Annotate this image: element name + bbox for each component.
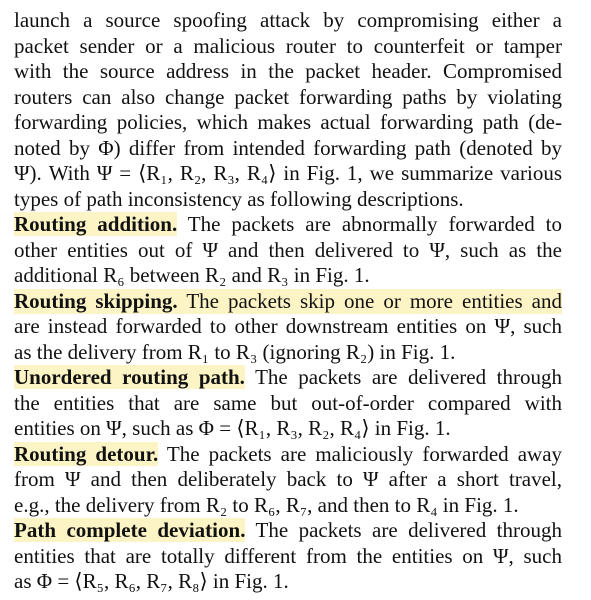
- body-text-line: launch a source spoofing attack by compromising either a: [14, 8, 562, 32]
- term-description: The packets skip one or more entities and: [177, 288, 562, 313]
- body-text-line: entities that are totally different from the entities on Ψ, such: [14, 543, 562, 568]
- body-text-line: the entities that are same but out-of-order compared with: [14, 390, 562, 415]
- body-text-line: as Φ = ⟨R₅, R₆, R₇, R₈⟩ in Fig. 1.: [14, 569, 289, 593]
- term-routing-addition: Routing addition.: [14, 212, 178, 236]
- body-text-line: forwarding policies, which makes actual forwarding path (de-: [14, 110, 562, 134]
- body-text-line: from Ψ and then deliberately back to Ψ after a short travel,: [14, 467, 562, 491]
- body-text-line: routers can also change packet forwarding paths by violating: [14, 84, 562, 109]
- term-unordered-routing-path: Unordered routing path.: [14, 365, 245, 389]
- term-description: The packets are abnormally forwarded to: [177, 212, 562, 236]
- body-text-line: other entities out of Ψ and then delivered to Ψ, such as the: [14, 237, 562, 262]
- body-text-line: Ψ). With Ψ = ⟨R₁, R₂, R₃, R₄⟩ in Fig. 1, we summarize various: [14, 161, 562, 185]
- term-routing-skipping: Routing skipping.: [14, 288, 178, 313]
- body-text-line: are instead forwarded to other downstream entities on Ψ, such: [14, 314, 562, 338]
- body-text-line: additional R₆ between R₂ and R₃ in Fig. 1.: [14, 263, 370, 287]
- term-path-complete-deviation: Path complete deviation.: [14, 518, 246, 542]
- body-text-line: as the delivery from R₁ to R₃ (ignoring R₂) in Fig. 1.: [14, 339, 456, 364]
- term-routing-detour: Routing detour.: [14, 441, 159, 466]
- term-description: The packets are delivered through: [245, 518, 562, 542]
- section-routing-addition-first-line: [14, 212, 562, 238]
- term-description: The packets are delivered through: [244, 365, 562, 389]
- section-routing-detour-first-line: [14, 442, 562, 468]
- section-routing-skipping-first-line: [14, 289, 562, 315]
- body-text-line: packet sender or a malicious router to counterfeit or tamper: [14, 33, 562, 58]
- section-path-complete-deviation-first-line: [14, 518, 562, 544]
- body-text-line: entities on Ψ, such as Φ = ⟨R₁, R₃, R₂, R₄⟩ in Fig. 1.: [14, 416, 451, 440]
- section-unordered-routing-path-first-line: [14, 365, 562, 391]
- body-text-line: with the source address in the packet header. Compromised: [14, 59, 562, 83]
- body-text-line: noted by Φ) differ from intended forwarding path (denoted by: [14, 135, 562, 160]
- term-description: The packets are maliciously forwarded away: [158, 441, 563, 466]
- body-text-line: types of path inconsistency as following descriptions.: [14, 186, 464, 211]
- body-text-line: e.g., the delivery from R₂ to R₆, R₇, and then to R₄ in Fig. 1.: [14, 492, 519, 517]
